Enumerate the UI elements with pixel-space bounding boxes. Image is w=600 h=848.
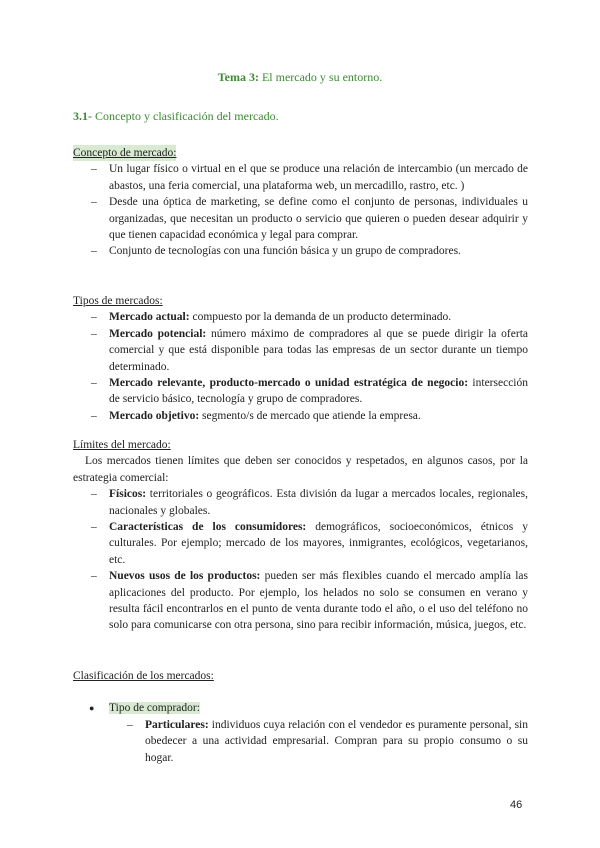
term: Físicos:	[109, 488, 147, 501]
section-number: 3.1-	[73, 109, 92, 123]
definition: número máximo de compradores al que se puede dirigir la oferta comercial y que está disponible para todas las empresas de un sector durante un tiempo determinado.	[109, 327, 528, 373]
list-item	[73, 519, 528, 568]
term: Mercado objetivo:	[109, 409, 200, 422]
chapter-title	[0, 70, 600, 85]
list-item: – Desde una óptica de marketing, se define como el conjunto de personas, individuales u organizadas, que necesitan un producto o servicio que quieren o pueden desear adquirir y que tienen capacidad económica y legal para comprar.	[73, 194, 528, 243]
page-number: 46	[510, 799, 523, 811]
list-item: – Un lugar físico o virtual en el que se produce una relación de intercambio (un mercado de abastos, una feria comercial, una plataforma web, un mercadillo, rastro, etc. )	[73, 161, 528, 194]
concepto-list	[73, 161, 528, 259]
term: Nuevos usos de los productos:	[109, 570, 261, 583]
list-item: – Conjunto de tecnologías con una función básica y un grupo de compradores.	[73, 243, 528, 259]
definition: pueden ser más flexibles cuando el mercado amplía las aplicaciones del producto. Por ejemplo, los helados no solo se consumen en verano y resulta fácil encontrarlos en el punto de venta durante todo el año, o el uso del teléfono no solo para comunicarse con otra persona, sino para recibir información, música, juegos, etc.	[109, 570, 529, 632]
clasificacion-block	[73, 668, 528, 766]
list-item	[73, 375, 528, 408]
definition: demográficos, socioeconómicos, étnicos y culturales. Por ejemplo; mercado de los mayores, inmigrantes, ecológicos, vegetarianos, etc.	[109, 521, 528, 566]
term: Particulares:	[145, 718, 209, 731]
list-item	[73, 326, 528, 375]
definition: individuos cuya relación con el vendedor es puramente personal, sin obedecer a una actividad empresarial. Compran para su propio consumo o su hogar.	[145, 718, 528, 764]
definition: segmento/s de mercado que atiende la empresa.	[199, 409, 421, 422]
concepto-heading: Concepto de mercado:	[73, 145, 176, 161]
term: Mercado actual:	[109, 311, 190, 324]
bullet-item	[73, 700, 528, 716]
tipos-heading: Tipos de mercados:	[73, 295, 163, 307]
section-title: Concepto y clasificación del mercado.	[92, 109, 279, 123]
definition: intersección de servicio básico, tecnología y grupo de compradores.	[109, 377, 528, 406]
definition: compuesto por la demanda de un producto determinado.	[189, 311, 452, 324]
section-heading	[73, 109, 279, 124]
tipos-block	[73, 293, 528, 424]
limites-heading: Límites del mercado:	[73, 439, 171, 451]
chapter-title-rest: El mercado y su entorno.	[258, 70, 383, 84]
term: Mercado potencial:	[109, 327, 207, 340]
clasificacion-heading: Clasificación de los mercados:	[73, 670, 214, 682]
list-item	[73, 486, 528, 519]
limites-list	[73, 486, 528, 634]
list-item	[73, 568, 528, 634]
concepto-block	[73, 145, 528, 260]
chapter-title-bold: Tema 3:	[217, 70, 259, 84]
term: Mercado relevante, producto-mercado o unidad estratégica de negocio:	[109, 377, 469, 390]
definition: territoriales o geográficos. Esta división da lugar a mercados locales, regionales, nacionales y globales.	[109, 488, 528, 517]
limites-intro: Los mercados tienen límites que deben ser conocidos y respetados, en algunos casos, por la estrategia comercial:	[73, 455, 528, 484]
tipos-list	[73, 309, 528, 424]
bullet-label: Tipo de comprador:	[109, 702, 200, 715]
list-item	[73, 408, 528, 424]
list-item	[73, 309, 528, 325]
limites-block	[73, 437, 528, 634]
term: Características de los consumidores:	[109, 521, 307, 534]
sub-list-item	[73, 717, 528, 766]
